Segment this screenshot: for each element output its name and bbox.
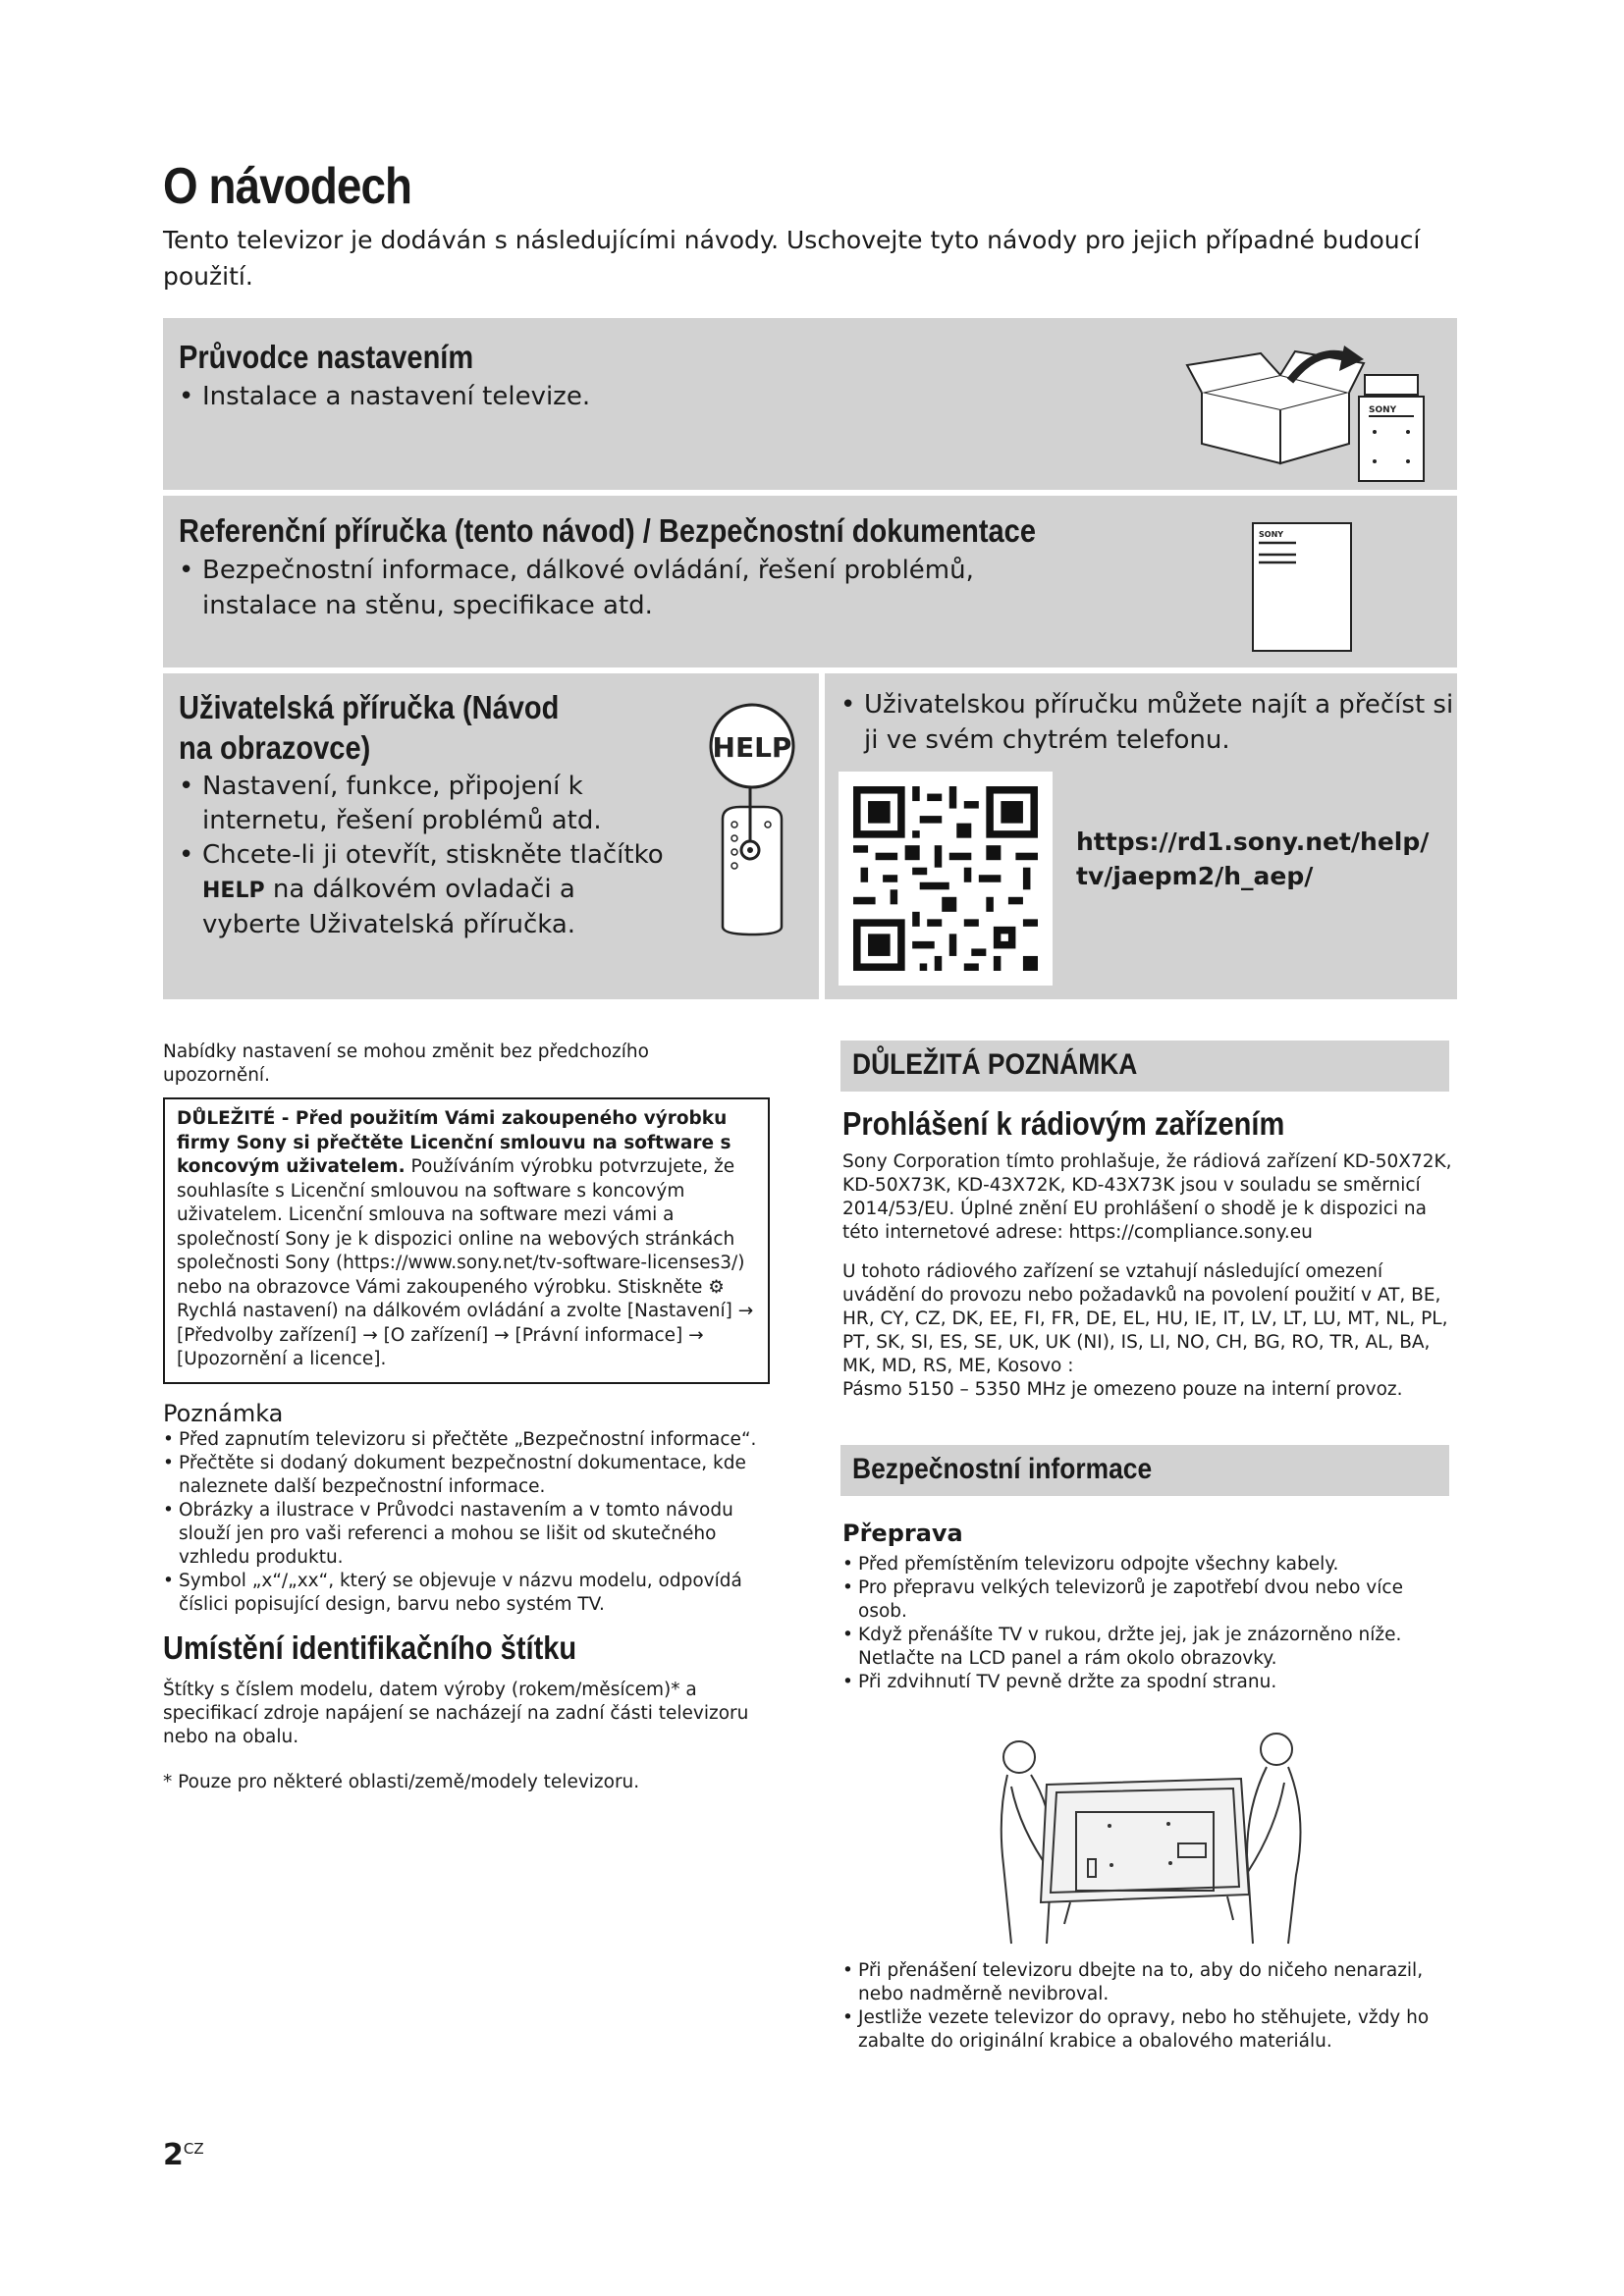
note-title: Poznámka [163,1400,284,1427]
user-guide-bullet-2: • Chcete-li ji otevřít, stiskněte tlačítko HELP na dálkovém ovladači a vyberte Uživatelská příručka. [177,838,677,942]
list-item: • Před přemístěním televizoru odpojte všechny kabely. [842,1553,1432,1576]
notes-list [163,1428,782,1617]
radio-restrictions-text: U tohoto rádiového zařízení se vztahují následující omezení uvádění do provozu nebo požadavků na povolení použití v AT, BE, HR, CY, CZ, DK, EE, FI, FR, DE, EL, HU, IE, IT, LV, LT, LU, MT, NL, PL, PT, SK, SI, ES, SE, UK, UK (NI), IS, LI, NO, CH, BG, RO, TR, AL, BA, MK, MD, RS, ME, Kosovo : [842,1261,1448,1376]
settings-notice: Nabídky nastavení se mohou změnit bez předchozího upozornění. [163,1041,649,1086]
user-guide-bullet-1: • Nastavení, funkce, připojení k internetu, řešení problémů atd. [177,770,677,838]
manual-booklet-illustration [1251,521,1353,653]
box-brand-label: SONY [1369,405,1397,415]
intro-text: Tento televizor je dodáván s následujícími návody. Uschovejte tyto návody pro jejich případné budoucí použití. [163,226,1421,291]
user-guide-qr-box [825,673,1457,999]
transport-list [842,1553,1432,1694]
gear-icon: ⚙ [708,1276,725,1298]
reference-guide-bullet: • Bezpečnostní informace, dálkové ovládání, řešení problémů, instalace na stěnu, specifikace atd. [177,553,1007,623]
user-guide-bullets [177,770,677,942]
list-item: • Když přenášíte TV v rukou, držte jej, jak je znázorněno níže. Netlačte na LCD panel a rám okolo obrazovky. [842,1624,1432,1671]
transport-extra-list [842,1959,1437,2054]
page-title: O návodech [163,158,412,215]
qr-code-image [839,772,1053,986]
list-item: • Pro přepravu velkých televizorů je zapotřebí dvou nebo více osob. [842,1576,1432,1624]
reference-guide-title: Referenční příručka (tento návod) / Bezpečnostní dokumentace [179,512,1036,549]
important-note-bar: DŮLEŽITÁ POZNÁMKA [840,1041,1449,1092]
setup-guide-title: Průvodce nastavením [179,339,474,375]
page-number: $2^{CZ}$ [163,2138,204,2172]
page-locale: CZ [183,2140,204,2158]
setup-guide-box [163,318,1457,490]
list-item: • Jestliže vezete televizor do opravy, nebo ho stěhujete, vždy ho zabalte do originální krabice a obalového materiálu. [842,2006,1437,2054]
transport-title: Přeprava [842,1520,963,1547]
tv-carry-illustration [982,1728,1316,1953]
user-guide-title: Uživatelská příručka (Návod na obrazovce) [179,689,560,766]
radio-declaration-text: Sony Corporation tímto prohlašuje, že rádiová zařízení KD-50X72K, KD-50X73K, KD-43X72K, KD-43X73K jsou v souladu se směrnicí 2014/53/EU. Úplné znění EU prohlášení o shodě je k dispozici na této internetové adrese: https://compliance.sony.eu [842,1151,1452,1243]
radio-band-text: Pásmo 5150 – 5350 MHz je omezeno pouze na interní provoz. [842,1379,1403,1400]
remote-help-illustration [703,701,801,936]
user-guide-url[interactable]: https://rd1.sony.net/help/ tv/jaepm2/h_aep/ [1076,828,1430,890]
list-item: • Přečtěte si dodaný dokument bezpečnostní dokumentace, kde naleznete další bezpečnostní informace. [163,1452,782,1499]
license-important-box: DŮLEŽITÉ - Před použitím Vámi zakoupeného výrobku firmy Sony si přečtěte Licenční smlouvu na software s koncovým uživatelem. Používáním výrobku potvrzujete, že souhlasíte s Licenční smlouvou na software s koncovým uživatelem. Licenční smlouva na software mezi vámi a společností Sony je k dispozici online na webových stránkách společnosti Sony (https://www.sony.net/tv-software-licenses3/) nebo na obrazovce Vámi zakoupeného výrobku. Stiskněte ⚙Rychlá nastavení) na dálkovém ovládání a zvolte [Nastavení] → [Předvolby zařízení] → [O zařízení] → [Právní informace] → [Upozornění a licence]. [163,1097,770,1384]
safety-info-bar: Bezpečnostní informace [840,1445,1449,1496]
label-location-text: Štítky s číslem modelu, datem výroby (rokem/měsícem)* a specifikací zdroje napájení se nacházejí na zadní části televizoru nebo na obalu. [163,1680,749,1747]
reference-guide-box [163,496,1457,667]
qr-code[interactable] [839,772,1053,986]
list-item: • Při přenášení televizoru dbejte na to, aby do ničeho nenarazil, nebo nadměrně nevibroval. [842,1959,1437,2006]
setup-guide-bullet: • Instalace a nastavení televize. [177,379,1471,414]
user-guide-box [163,673,819,999]
list-item: • Při zdvihnutí TV pevně držte za spodní stranu. [842,1671,1432,1694]
footnote: * Pouze pro některé oblasti/země/modely televizoru. [163,1772,640,1792]
booklet-brand-label: SONY [1259,530,1284,539]
smartphone-bullet: • Uživatelskou příručku můžete najít a přečíst si ji ve svém chytrém telefonu. [839,687,1463,758]
list-item: • Před zapnutím televizoru si přečtěte „Bezpečnostní informace“. [163,1428,782,1452]
list-item: • Obrázky a ilustrace v Průvodci nastavením a v tomto návodu slouží jen pro vaši referenci a mohou se lišit od skutečného vzhledu produktu. [163,1499,782,1570]
list-item: • Symbol „x“/„xx“, který se objevuje v názvu modelu, odpovídá číslici popisující design, barvu nebo systém TV. [163,1570,782,1617]
box-unpack-illustration [1182,346,1426,483]
help-button-icon: HELP [712,731,792,764]
label-location-title: Umístění identifikačního štítku [163,1629,577,1666]
radio-declaration-title: Prohlášení k rádiovým zařízením [842,1105,1285,1142]
